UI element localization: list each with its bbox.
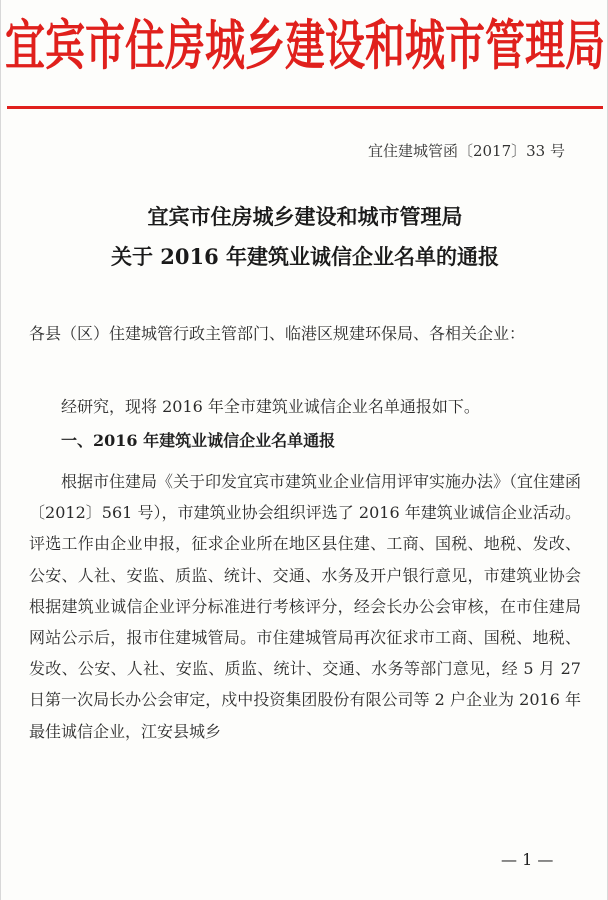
- intro-paragraph: 经研究，现将 2016 年全市建筑业诚信企业名单通报如下。: [61, 397, 480, 416]
- letterhead-red-divider: [7, 106, 603, 109]
- letterhead-org-name: 宜宾市住房城乡建设和城市管理局: [5, 15, 605, 78]
- section-body-paragraph: 根据市住建局《关于印发宜宾市建筑业企业信用评审实施办法》（宜住建函〔2012〕561 号），市建筑业协会组织评选了 2016 年建筑业诚信企业活动。评选工作由企业申报，征求企业所在地区县住建、工商、国税、地税、发改、公安、人社、安监、质监、统计、交通、水务及开户银行意见，市建筑业协会根据建筑业诚信企业评分标准进行考核评分，经会长办公会审核，在市住建局网站公示后，报市住建城管局。市住建城管局再次征求市工商、国税、地税、发改、公安、人社、安监、质监、统计、交通、水务等部门意见，经 5 月 27 日第一次局长办公会审定，戍中投资集团股份有限公司等 2 户企业为 2016 年最佳诚信企业，江安县城乡: [29, 472, 582, 741]
- page-number: — 1 —: [501, 850, 554, 869]
- document-title-line-1: 宜宾市住房城乡建设和城市管理局: [147, 204, 463, 229]
- document-title-line-2: 关于 2016 年建筑业诚信企业名单的通报: [110, 244, 500, 269]
- section-heading: 一、2016 年建筑业诚信企业名单通报: [61, 431, 336, 450]
- document-number: 宜住建城管函〔2017〕33 号: [367, 142, 565, 160]
- recipients-paragraph: 各县（区）住建城管行政主管部门、临港区规建环保局、各相关企业：: [29, 324, 526, 343]
